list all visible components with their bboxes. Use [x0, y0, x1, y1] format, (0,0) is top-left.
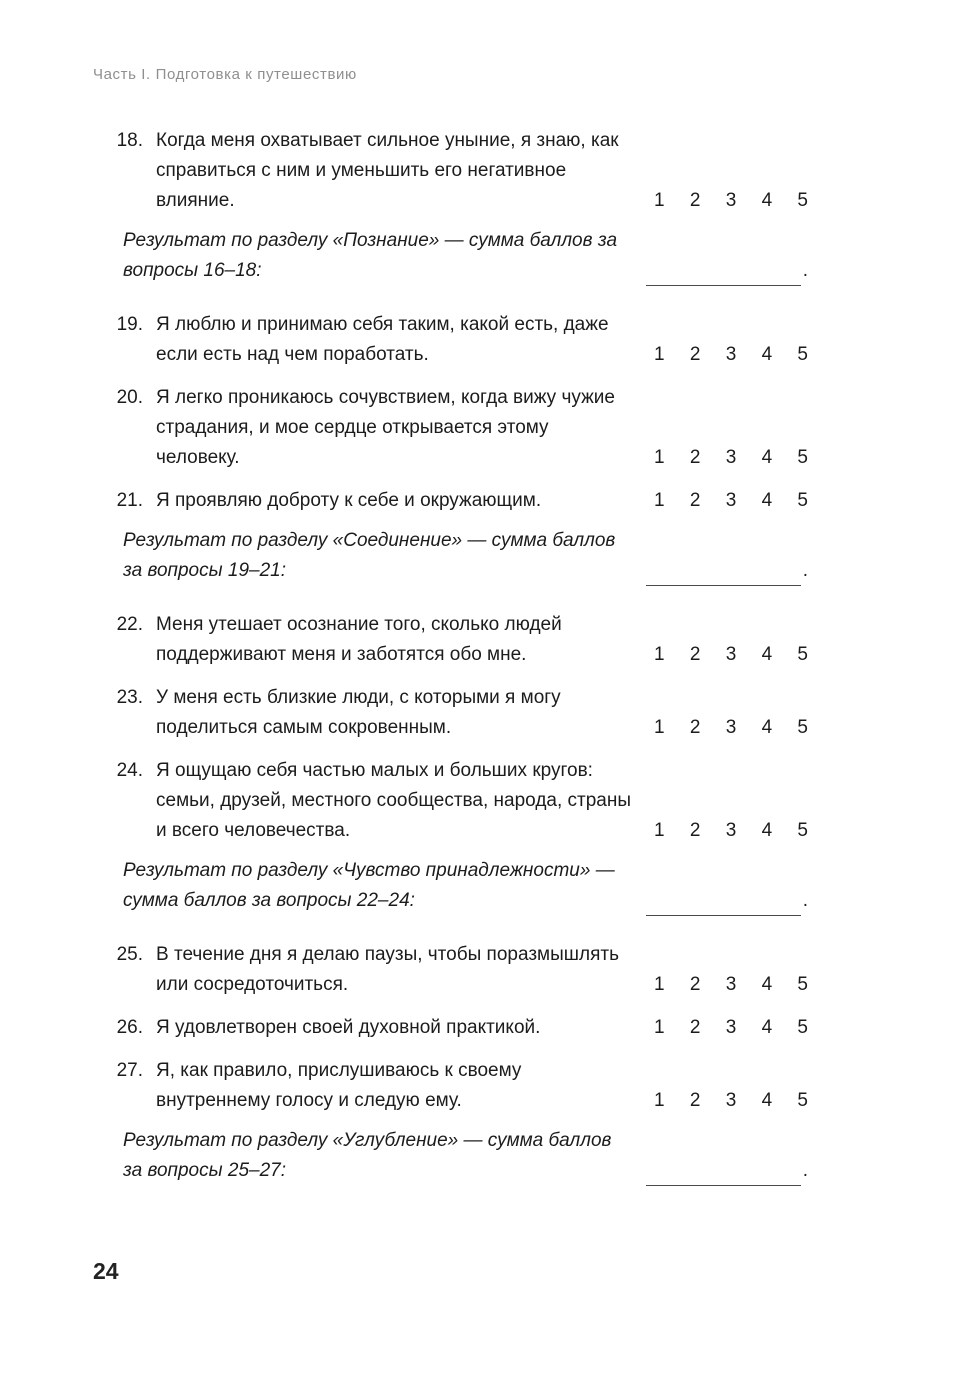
period: . — [802, 260, 808, 281]
question-text: Я легко проникаюсь сочувствием, когда вижу чужие страдания, и мое сердце открывается этому человеку. — [156, 387, 615, 468]
section-result-prinadlezhnost — [93, 856, 808, 916]
result-label: Результат по разделу «Познание» — сумма баллов за вопросы 16–18: — [123, 230, 618, 281]
question-text: В течение дня я делаю паузы, чтобы поразмышлять или сосредоточиться. — [156, 944, 619, 995]
question-item-23 — [93, 683, 808, 743]
question-text: Я удовлетворен своей духовной практикой. — [156, 1017, 541, 1038]
question-number: 18. — [116, 130, 143, 151]
section-result-uglublenie — [93, 1126, 808, 1186]
question-number: 24. — [116, 760, 143, 781]
answer-area — [646, 1156, 808, 1186]
questionnaire — [93, 126, 808, 1210]
question-number: 20. — [116, 387, 143, 408]
question-text: Я проявляю доброту к себе и окружающим. — [156, 490, 542, 511]
question-item-18 — [93, 126, 808, 216]
section-result-soedinenie — [93, 526, 808, 586]
section-result-poznanie — [93, 226, 808, 286]
rating-scale: 1 2 3 4 5 — [654, 490, 808, 511]
result-label: Результат по разделу «Соединение» — сумма баллов за вопросы 19–21: — [123, 530, 616, 581]
rating-scale: 1 2 3 4 5 — [654, 820, 808, 841]
rating-scale: 1 2 3 4 5 — [654, 717, 808, 738]
question-text: У меня есть близкие люди, с которыми я могу поделиться самым сокровенным. — [156, 687, 561, 738]
question-number: 27. — [116, 1060, 143, 1081]
question-text: Меня утешает осознание того, сколько людей поддерживают меня и заботятся обо мне. — [156, 614, 562, 665]
question-text: Я ощущаю себя частью малых и больших кругов: семьи, друзей, местного сообщества, народа, страны и всего человечества. — [156, 760, 632, 841]
answer-blank-line — [646, 263, 801, 286]
question-item-20 — [93, 383, 808, 473]
question-number: 26. — [116, 1017, 143, 1038]
question-text: Когда меня охватывает сильное уныние, я знаю, как справиться с ним и уменьшить его негативное влияние. — [156, 130, 619, 211]
question-item-26 — [93, 1013, 808, 1043]
rating-scale: 1 2 3 4 5 — [654, 1090, 808, 1111]
rating-scale: 1 2 3 4 5 — [654, 644, 808, 665]
question-number: 23. — [116, 687, 143, 708]
question-text: Я, как правило, прислушиваюсь к своему внутреннему голосу и следую ему. — [156, 1060, 522, 1111]
question-item-21 — [93, 486, 808, 516]
question-item-19 — [93, 310, 808, 370]
question-item-24 — [93, 756, 808, 846]
answer-blank-line — [646, 893, 801, 916]
period: . — [802, 1160, 808, 1181]
period: . — [802, 560, 808, 581]
question-number: 19. — [116, 314, 143, 335]
question-item-25 — [93, 940, 808, 1000]
answer-blank-line — [646, 1163, 801, 1186]
question-item-27 — [93, 1056, 808, 1116]
question-number: 25. — [116, 944, 143, 965]
question-item-22 — [93, 610, 808, 670]
answer-area — [646, 256, 808, 286]
running-header: Часть I. Подготовка к путешествию — [93, 66, 357, 83]
result-label: Результат по разделу «Углубление» — сумма баллов за вопросы 25–27: — [123, 1130, 612, 1181]
question-number: 21. — [116, 490, 143, 511]
period: . — [802, 890, 808, 911]
answer-area — [646, 556, 808, 586]
rating-scale: 1 2 3 4 5 — [654, 974, 808, 995]
page-number: 24 — [93, 1258, 119, 1284]
answer-blank-line — [646, 563, 801, 586]
answer-area — [646, 886, 808, 916]
question-number: 22. — [116, 614, 143, 635]
rating-scale: 1 2 3 4 5 — [654, 1017, 808, 1038]
question-text: Я люблю и принимаю себя таким, какой есть, даже если есть над чем поработать. — [156, 314, 609, 365]
rating-scale: 1 2 3 4 5 — [654, 344, 808, 365]
result-label: Результат по разделу «Чувство принадлежности» — сумма баллов за вопросы 22–24: — [123, 860, 615, 911]
rating-scale: 1 2 3 4 5 — [654, 447, 808, 468]
rating-scale: 1 2 3 4 5 — [654, 190, 808, 211]
